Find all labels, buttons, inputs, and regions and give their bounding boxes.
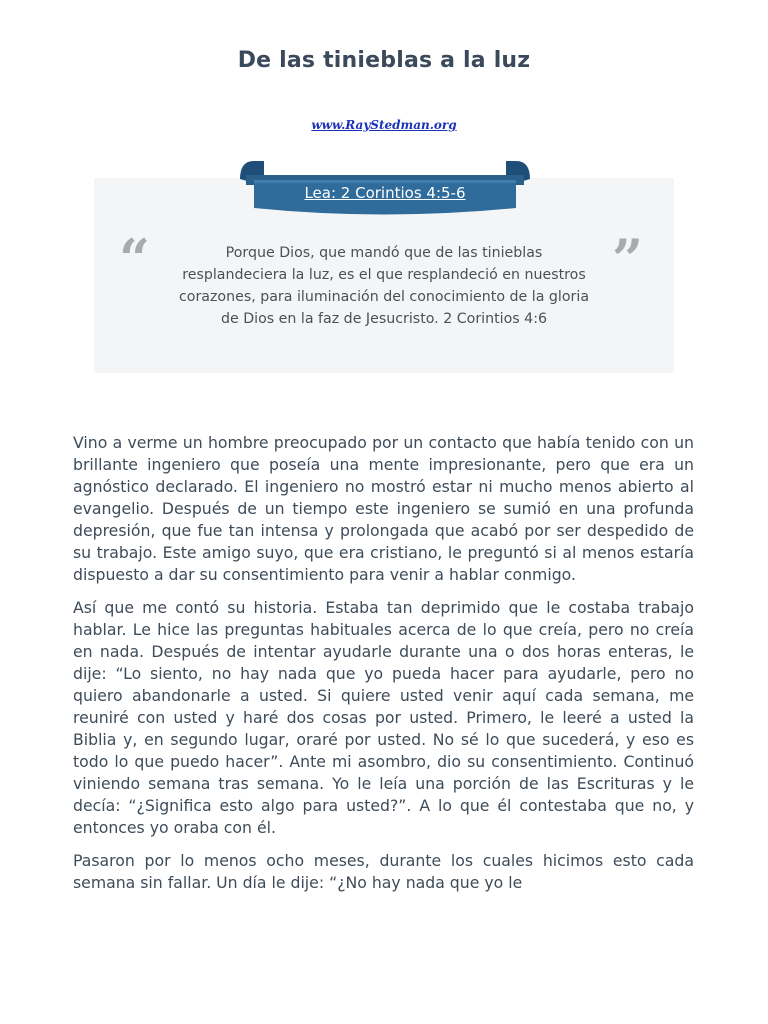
scripture-reference-link[interactable]: Lea: 2 Corintios 4:5-6 [304,184,466,202]
page-title: De las tinieblas a la luz [237,48,531,73]
website-link[interactable]: www.RayStedman.org [311,118,457,132]
article-body [73,432,694,905]
paragraph: Pasaron por lo menos ocho meses, durante los cuales hicimos esto cada semana sin fallar. Un día le dije: “¿No hay nada que yo le [73,851,694,892]
verse-quote: Porque Dios, que mandó que de las tinieblas resplandeciera la luz, es el que resplandeció en nuestros corazones, para iluminación del conocimiento de la gloria de Dios en la faz de Jesucristo. 2 Corintios 4:6 [178,245,590,327]
close-quote-icon: ” [612,227,644,291]
paragraph: Vino a verme un hombre preocupado por un contacto que había tenido con un brillante ingeniero que poseía una mente impresionante, pero que era un agnóstico declarado. El ingeniero no mostró estar ni mucho menos abierto al evangelio. Después de un tiempo este ingeniero se sumió en una profunda depresión, que fue tan intensa y prolongada que acabó por ser despedido de su trabajo. Este amigo suyo, que era cristiano, le preguntó si al menos estaría dispuesto a dar su consentimiento para venir a hablar conmigo. [73,433,694,584]
paragraph: Así que me contó su historia. Estaba tan deprimido que le costaba trabajo hablar. Le hice las preguntas habituales acerca de lo que creía, pero no creía en nada. Después de intentar ayudarle durante una o dos horas enteras, le dije: “Lo siento, no hay nada que yo pueda hacer para ayudarle, pero no quiero abandonarle a usted. Si quiere usted venir aquí cada semana, me reuniré con usted y haré dos cosas por usted. Primero, le leeré a usted la Biblia y, en segundo lugar, oraré por usted. No sé lo que sucederá, y eso es todo lo que puedo hacer”. Ante mi asombro, dio su consentimiento. Continuó viniendo semana tras semana. Yo le leía una porción de las Escrituras y le decía: “¿Significa esto algo para usted?”. A lo que él contestaba que no, y entonces yo oraba con él. [73,598,694,837]
open-quote-icon: “ [119,227,151,291]
